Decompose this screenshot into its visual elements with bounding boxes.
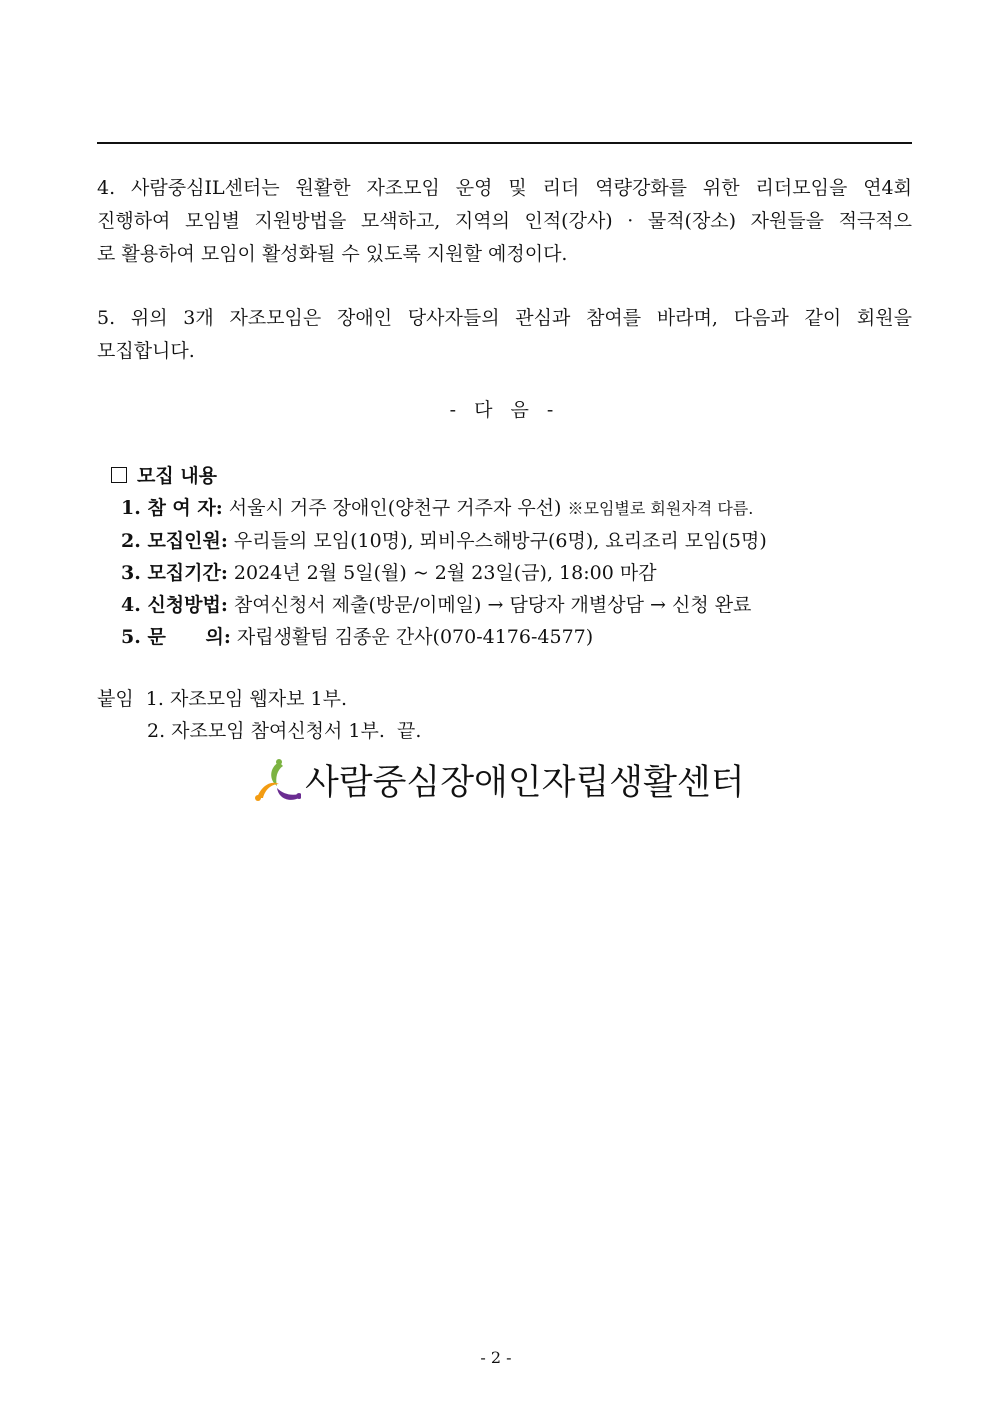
pinwheel-logo-icon bbox=[255, 758, 301, 802]
recruit-heading-text: 모집 내용 bbox=[137, 465, 218, 487]
page-number: - 2 - bbox=[480, 1348, 512, 1367]
recruit-section bbox=[111, 460, 767, 653]
attachment-line: 붙임 1. 자조모임 웹자보 1부. bbox=[97, 688, 347, 710]
recruit-item bbox=[111, 589, 767, 621]
top-rule bbox=[97, 142, 912, 144]
recruit-item-label: 1. 참 여 자: bbox=[121, 497, 223, 519]
checkbox-square-icon bbox=[111, 467, 127, 483]
recruit-item-value: 2024년 2월 5일(월) ~ 2월 23일(금), 18:00 마감 bbox=[227, 562, 657, 584]
notice-title: - 다 음 - bbox=[449, 399, 560, 421]
paragraph-5-line: 모집합니다. bbox=[97, 340, 195, 362]
attachments bbox=[97, 683, 421, 747]
recruit-item-value: 우리들의 모임(10명), 뫼비우스해방구(6명), 요리조리 모임(5명) bbox=[227, 530, 767, 552]
paragraph-5-line: 5. 위의 3개 자조모임은 장애인 당사자들의 관심과 참여를 바라며, 다음과 같이 회원을 bbox=[97, 307, 912, 329]
recruit-item bbox=[111, 621, 767, 653]
recruit-item bbox=[111, 557, 767, 589]
recruit-item-note: ※모임별로 회원자격 다름. bbox=[567, 499, 754, 518]
paragraph-4 bbox=[97, 172, 912, 271]
paragraph-4-line: 4. 사람중심IL센터는 원활한 자조모임 운영 및 리더 역량강화를 위한 리더모임을 연4회 bbox=[97, 177, 912, 199]
recruit-item-label: 2. 모집인원: bbox=[121, 530, 228, 552]
paragraph-4-line: 진행하여 모임별 지원방법을 모색하고, 지역의 인적(강사) · 물적(장소) 자원들을 적극적으 bbox=[97, 210, 912, 232]
paragraph-5 bbox=[97, 302, 912, 368]
recruit-heading bbox=[111, 460, 767, 492]
recruit-item bbox=[111, 525, 767, 557]
recruit-item-value: 참여신청서 제출(방문/이메일) → 담당자 개별상담 → 신청 완료 bbox=[227, 594, 752, 616]
recruit-item-label: 3. 모집기간: bbox=[121, 562, 228, 584]
recruit-item-value: 자립생활팀 김종운 간사(070-4176-4577) bbox=[230, 626, 594, 648]
logo-text: 사람중심장애인자립생활센터 bbox=[305, 763, 745, 803]
recruit-item-value: 서울시 거주 장애인(양천구 거주자 우선) bbox=[222, 497, 568, 519]
center-logo bbox=[255, 757, 745, 803]
attachment-line: 2. 자조모임 참여신청서 1부. 끝. bbox=[147, 720, 422, 742]
recruit-item-label: 4. 신청방법: bbox=[121, 594, 228, 616]
paragraph-4-line: 로 활용하여 모임이 활성화될 수 있도록 지원할 예정이다. bbox=[97, 243, 568, 265]
recruit-item bbox=[111, 492, 767, 525]
recruit-item-label: 5. 문 의: bbox=[121, 626, 231, 648]
